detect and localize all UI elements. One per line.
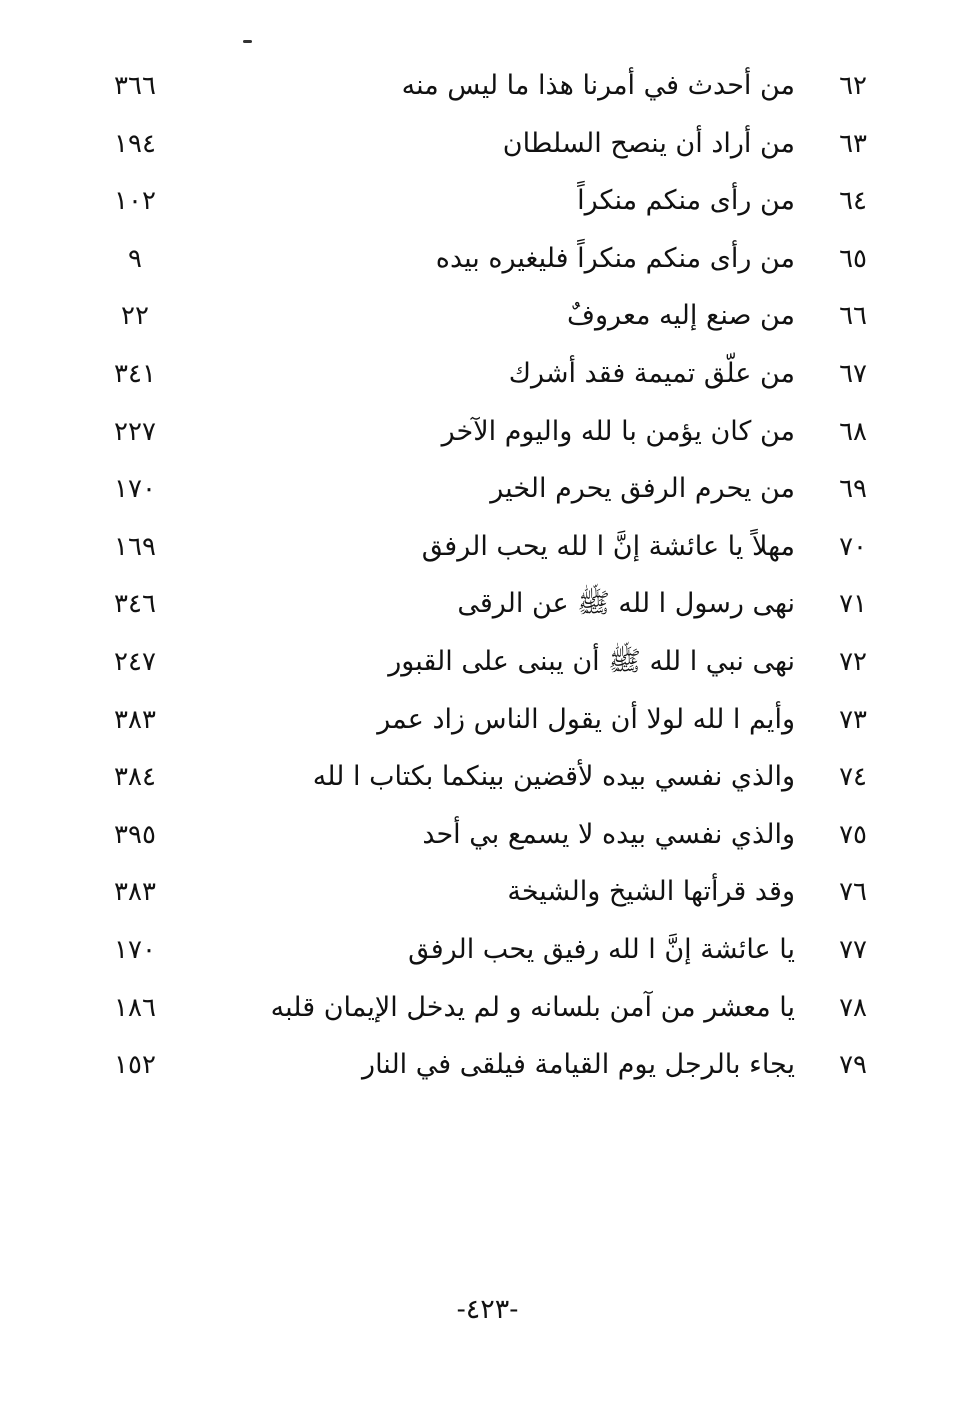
hadith-text: يجاء بالرجل يوم القيامة فيلقى في النار: [362, 1049, 795, 1081]
entry-number: ٧٤: [839, 762, 867, 793]
page-reference: ٩: [128, 243, 142, 274]
table-row: [0, 636, 955, 694]
page-reference: ١٧٠: [114, 934, 156, 965]
hadith-text: والذي نفسي بيده لأقضين بينكما بكتاب ا لله: [312, 761, 795, 793]
page-reference: ١٨٦: [114, 992, 156, 1023]
entry-number: ٧٠: [839, 531, 867, 562]
page-reference: ٢٤٧: [114, 646, 156, 677]
entry-number: ٧٦: [839, 877, 867, 908]
table-row: [0, 348, 955, 406]
table-row: [0, 406, 955, 464]
page-reference: ٣٦٦: [114, 71, 156, 101]
hadith-text: من رأى منكم منكراً: [577, 185, 795, 217]
hadith-text: من علّق تميمة فقد أشرك: [508, 357, 795, 389]
hadith-text: وأيم ا لله لولا أن يقول الناس زاد عمر: [377, 703, 795, 735]
entry-number: ٧١: [839, 589, 867, 620]
page-number: -٤٢٣-: [456, 1294, 519, 1325]
table-row: [0, 463, 955, 521]
table-row: [0, 866, 955, 924]
entry-number: ٦٢: [839, 71, 867, 101]
hadith-text: من صنع إليه معروفٌ: [567, 300, 795, 332]
page-reference: ١٥٢: [114, 1050, 156, 1081]
entry-number: ٦٨: [839, 416, 867, 447]
hadith-text: من كان يؤمن با لله واليوم الآخر: [441, 415, 795, 447]
hadith-text: من أراد أن ينصح السلطان: [502, 127, 795, 159]
table-row: [0, 578, 955, 636]
entry-number: ٦٩: [839, 474, 867, 505]
entry-number: ٧٨: [839, 992, 867, 1023]
table-row: [0, 118, 955, 176]
hadith-text: مهلاً يا عائشة إنَّ ا لله يحب الرفق: [421, 530, 795, 562]
entry-number: ٧٩: [839, 1050, 867, 1081]
page-reference: ١٧٠: [114, 474, 156, 505]
hadith-text: يا عائشة إنَّ ا لله رفيق يحب الرفق: [408, 933, 795, 965]
page-reference: ١٠٢: [114, 186, 156, 217]
page-reference: ٣٨٤: [114, 762, 156, 793]
hadith-text: من يحرم الرفق يحرم الخير: [490, 473, 795, 505]
table-row: [0, 521, 955, 579]
table-row: [0, 175, 955, 233]
table-row: [0, 694, 955, 752]
entry-number: ٦٥: [839, 243, 867, 274]
hadith-text: من رأى منكم منكراً فليغيره بيده: [435, 242, 795, 274]
page-reference: ٢٢٧: [114, 416, 156, 447]
hadith-text: من أحدث في أمرنا هذا ما ليس منه: [401, 70, 795, 101]
hadith-text: والذي نفسي بيده لا يسمع بي أحد: [422, 818, 795, 850]
hadith-text: وقد قرأتها الشيخ والشيخة: [507, 876, 795, 908]
entry-number: ٧٣: [839, 704, 867, 735]
hadith-text: نهى نبي ا لله ﷺ أن يبنى على القبور: [388, 645, 795, 677]
page-reference: ٣٩٥: [114, 819, 156, 850]
page-reference: ٣٤٦: [114, 589, 156, 620]
entry-number: ٦٣: [839, 128, 867, 159]
hadith-index-table: [0, 60, 955, 1097]
entry-number: ٧٧: [839, 934, 867, 965]
table-row: [0, 924, 955, 982]
entry-number: ٦٤: [839, 186, 867, 217]
page-reference: ٣٨٣: [114, 704, 156, 735]
table-row: [0, 60, 955, 118]
table-row: [0, 751, 955, 809]
table-row: [0, 290, 955, 348]
table-row: [0, 982, 955, 1040]
entry-number: ٦٧: [839, 358, 867, 389]
page-reference: ٣٤١: [114, 358, 156, 389]
entry-number: ٧٥: [839, 819, 867, 850]
hadith-text: نهى رسول ا لله ﷺ عن الرقى: [457, 588, 795, 620]
page-reference: ٢٢: [121, 301, 149, 332]
entry-number: ٦٦: [839, 301, 867, 332]
page-reference: ١٦٩: [114, 531, 156, 562]
top-mark: [243, 40, 252, 43]
table-row: [0, 1039, 955, 1097]
table-row: [0, 233, 955, 291]
page-reference: ١٩٤: [114, 128, 156, 159]
page-reference: ٣٨٣: [114, 877, 156, 908]
hadith-text: يا معشر من آمن بلسانه و لم يدخل الإيمان قلبه: [270, 991, 795, 1023]
entry-number: ٧٢: [839, 646, 867, 677]
table-row: [0, 809, 955, 867]
